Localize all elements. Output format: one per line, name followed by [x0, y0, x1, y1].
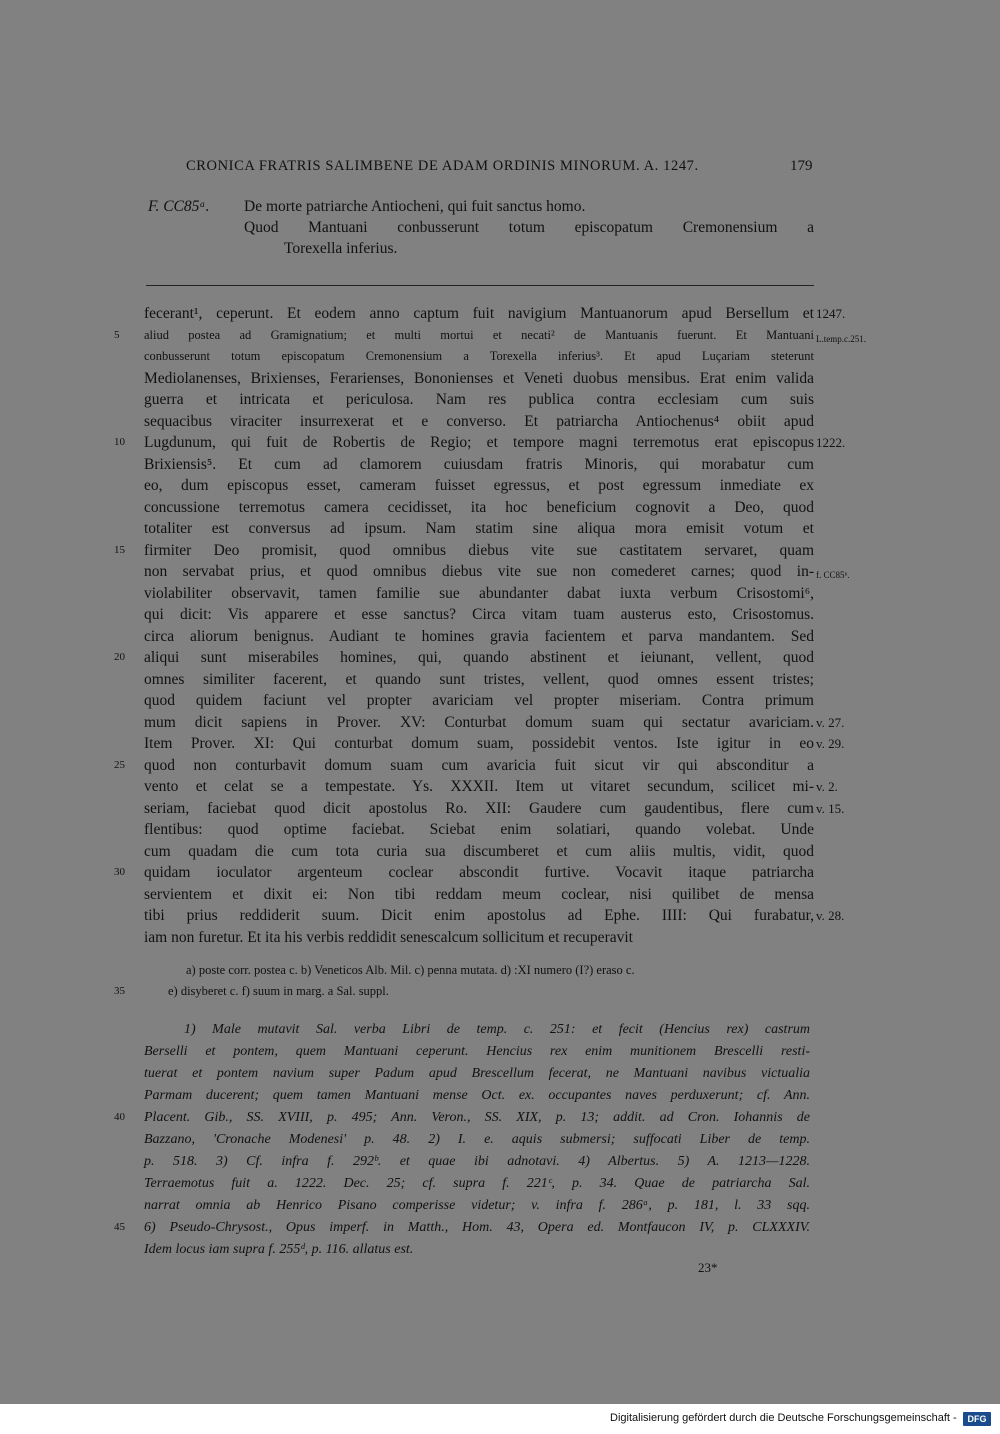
text-line: vento et celat se a tempestate. Ys. XXXII. Item ut vitaret secundum, scilicet mi- — [144, 778, 814, 795]
signature-mark: 23* — [698, 1260, 718, 1275]
chapter-heading-line-3: Torexella inferius. — [284, 240, 398, 257]
margin-note: v. 29. — [816, 736, 845, 751]
running-title: CRONICA FRATRIS SALIMBENE DE ADAM ORDINIS MINORUM. A. 1247. — [186, 158, 699, 174]
text-line: totaliter est conversus ad ipsum. Nam statim sine aliqua mora emisit votum et — [144, 520, 814, 537]
margin-note: v. 27. — [816, 714, 845, 730]
margin-note: L.temp.c.251. — [816, 333, 866, 344]
funding-text: Digitalisierung gefördert durch die Deutsche Forschungsgemeinschaft - — [610, 1412, 957, 1424]
line-number: 5 — [114, 328, 120, 341]
margin-note: 1247. — [816, 306, 846, 321]
text-line: iam non furetur. Et ita his verbis reddidit senescalcum sollicitum et recuperavit — [144, 928, 633, 946]
apparatus-line: e) disyberet c. f) suum in marg. a Sal. suppl. — [168, 984, 389, 998]
margin-note: 1222. — [816, 435, 846, 450]
note-line: p. 518. 3) Cf. infra f. 292ᵇ. et quae ibi adnotavi. 4) Albertus. 5) A. 1213—1228. — [144, 1154, 810, 1169]
folio-reference: F. CC85ᵃ. — [148, 198, 210, 215]
line-number: 30 — [114, 866, 125, 878]
text-line: quidam ioculator argenteum coclear abscondit furtive. Vocavit itaque patriarcha — [144, 864, 814, 881]
line-number: 40 — [114, 1111, 125, 1123]
text-line: Mediolanenses, Brixienses, Ferarienses, Bononienses et Veneti duobus mensibus. Erat enim valida — [144, 369, 814, 387]
text-line: omnes similiter facerent, et quando sunt tristes, vellent, quod omnes essent tristes; — [144, 670, 814, 688]
line-number: 45 — [114, 1221, 125, 1233]
text-line: Item Prover. XI: Qui conturbat domum suam, possidebit ventos. Iste igitur in eo — [144, 735, 814, 752]
text-line: Lugdunum, qui fuit de Robertis de Regio; et tempore magni terremotus erat episcopus — [144, 434, 814, 451]
text-line: cum quadam die cum tota curia sua discumberet et cum aliis multis, vidit, quod — [144, 842, 814, 860]
margin-note: f. CC85ᵇ. — [816, 570, 850, 580]
text-line: aliqui sunt miserabiles homines, qui, quando abstinent et ieiunant, vellent, quod — [144, 649, 814, 666]
dfg-logo: DFG — [963, 1412, 991, 1426]
text-line: fecerant¹, ceperunt. Et eodem anno captum fuit navigium Mantuanorum apud Bersellum et — [144, 305, 814, 322]
note-line: Parmam ducerent; quem tamen Mantuani mense Oct. ex. occupantes naves perduxerunt; cf. Ann. — [144, 1088, 810, 1103]
note-line: Placent. Gib., SS. XVIII, p. 495; Ann. Veron., SS. XIX, p. 13; addit. ad Cron. Iohannis de — [144, 1110, 810, 1125]
funding-footer — [0, 1404, 1000, 1434]
text-line: sequacibus viraciter insurrexerat et e converso. Et patriarcha Antiochenus⁴ obiit apud — [144, 412, 814, 430]
page-header — [0, 158, 1000, 178]
text-line: violabiliter observavit, tamen familie sue abundanter dabat iuxta verbum Crisostomi⁶, — [144, 584, 814, 602]
text-line: aliud postea ad Gramignatium; et multi mortui et necati² de Mantuanis fuerunt. Et Mantuani — [144, 327, 814, 342]
line-number: 35 — [114, 985, 125, 997]
note-line: 1) Male mutavit Sal. verba Libri de temp. c. 251: et fecit (Hencius rex) castrum — [184, 1022, 810, 1037]
text-line: seriam, faciebat quod dicit apostolus Ro. XII: Gaudere cum gaudentibus, flere cum — [144, 799, 814, 817]
text-line: eo, dum episcopus esset, cameram fuisset egressus, et post egressum inmediate ex — [144, 477, 814, 494]
line-number: 15 — [114, 543, 125, 556]
note-line: narrat omnia ab Henrico Pisano comperisse videtur; v. infra f. 286ᵃ, p. 181, l. 33 sqq. — [144, 1198, 810, 1213]
text-line: flentibus: quod optime faciebat. Sciebat enim solatiari, quando volebat. Unde — [144, 821, 814, 838]
note-line: Idem locus iam supra f. 255ᵈ, p. 116. allatus est. — [144, 1242, 414, 1257]
chapter-heading-line-2: Quod Mantuani conbusserunt totum episcopatum Cremonensium a — [244, 219, 814, 236]
note-line: 6) Pseudo-Chrysost., Opus imperf. in Matth., Hom. 43, Opera ed. Montfaucon IV, p. CLXXXIV. — [144, 1220, 810, 1235]
page-number: 179 — [790, 158, 813, 174]
text-line: firmiter Deo promisit, quod omnibus diebus vite sue castitatem servaret, quam — [144, 541, 814, 559]
text-line: circa aliorum benignus. Audiant te homines gravia facientem et parva mandantem. Sed — [144, 627, 814, 645]
text-line: tibi prius reddiderit suum. Dicit enim apostolus ad Ephe. IIII: Qui furabatur, — [144, 907, 814, 924]
text-line: quod non conturbavit domum suam cum avaricia fuit sicut vir qui absconditur a — [144, 756, 814, 774]
apparatus-line: a) poste corr. postea c. b) Veneticos Alb. Mil. c) penna mutata. d) :XI numero (I?) eraso c. — [186, 963, 635, 977]
margin-note: v. 15. — [816, 800, 845, 816]
note-line: Terraemotus fuit a. 1222. Dec. 25; cf. supra f. 221ᶜ, p. 34. Quae de patriarcha Sal. — [144, 1176, 810, 1191]
margin-note: v. 2. — [816, 779, 838, 794]
line-number: 10 — [114, 436, 125, 448]
note-line: tuerat et pontem navium super Padum apud Brescellum fecerat, ne Mantuani navibus victualia — [144, 1066, 810, 1081]
text-line: servientem et dixit ei: Non tibi reddam meum coclear, nisi quilibet de mensa — [144, 885, 814, 903]
heading-rule — [146, 285, 814, 286]
text-line: qui dicit: Vis apparere et esse sanctus? Circa vitam tuam austerus esto, Crisostomus. — [144, 606, 814, 623]
text-line: Brixiensis⁵. Et cum ad clamorem cuiusdam fratris Minoris, qui morabatur cum — [144, 455, 814, 473]
text-line: guerra et intricata et periculosa. Nam res publica contra ecclesiam cum suis — [144, 391, 814, 408]
line-number: 25 — [114, 758, 125, 771]
text-line: conbusserunt totum episcopatum Cremonensium a Torexella inferius³. Et apud Luçariam steterunt — [144, 349, 814, 363]
margin-note: v. 28. — [816, 908, 845, 923]
text-line: concussione terremotus camera cecidisset, ita hoc beneficium cognovit a Deo, quod — [144, 498, 814, 516]
note-line: Berselli et pontem, quem Mantuani ceperunt. Hencius rex enim munitionem Brescelli resti- — [144, 1044, 810, 1059]
text-line: quod quidem faciunt vel propter avariciam vel propter miseriam. Contra primum — [144, 692, 814, 709]
text-line: mum dicit sapiens in Prover. XV: Conturbat domum suam qui sectatur avariciam. — [144, 713, 814, 731]
text-line: non servabat prius, et quod omnibus diebus vite sue non comederet carnes; quod in- — [144, 563, 814, 580]
chapter-heading-line-1: De morte patriarche Antiocheni, qui fuit sanctus homo. — [244, 198, 586, 215]
line-number: 20 — [114, 651, 125, 663]
note-line: Bazzano, 'Cronache Modenesi' p. 48. 2) I. e. aquis submersi; suffocati Liber de temp. — [144, 1132, 810, 1147]
